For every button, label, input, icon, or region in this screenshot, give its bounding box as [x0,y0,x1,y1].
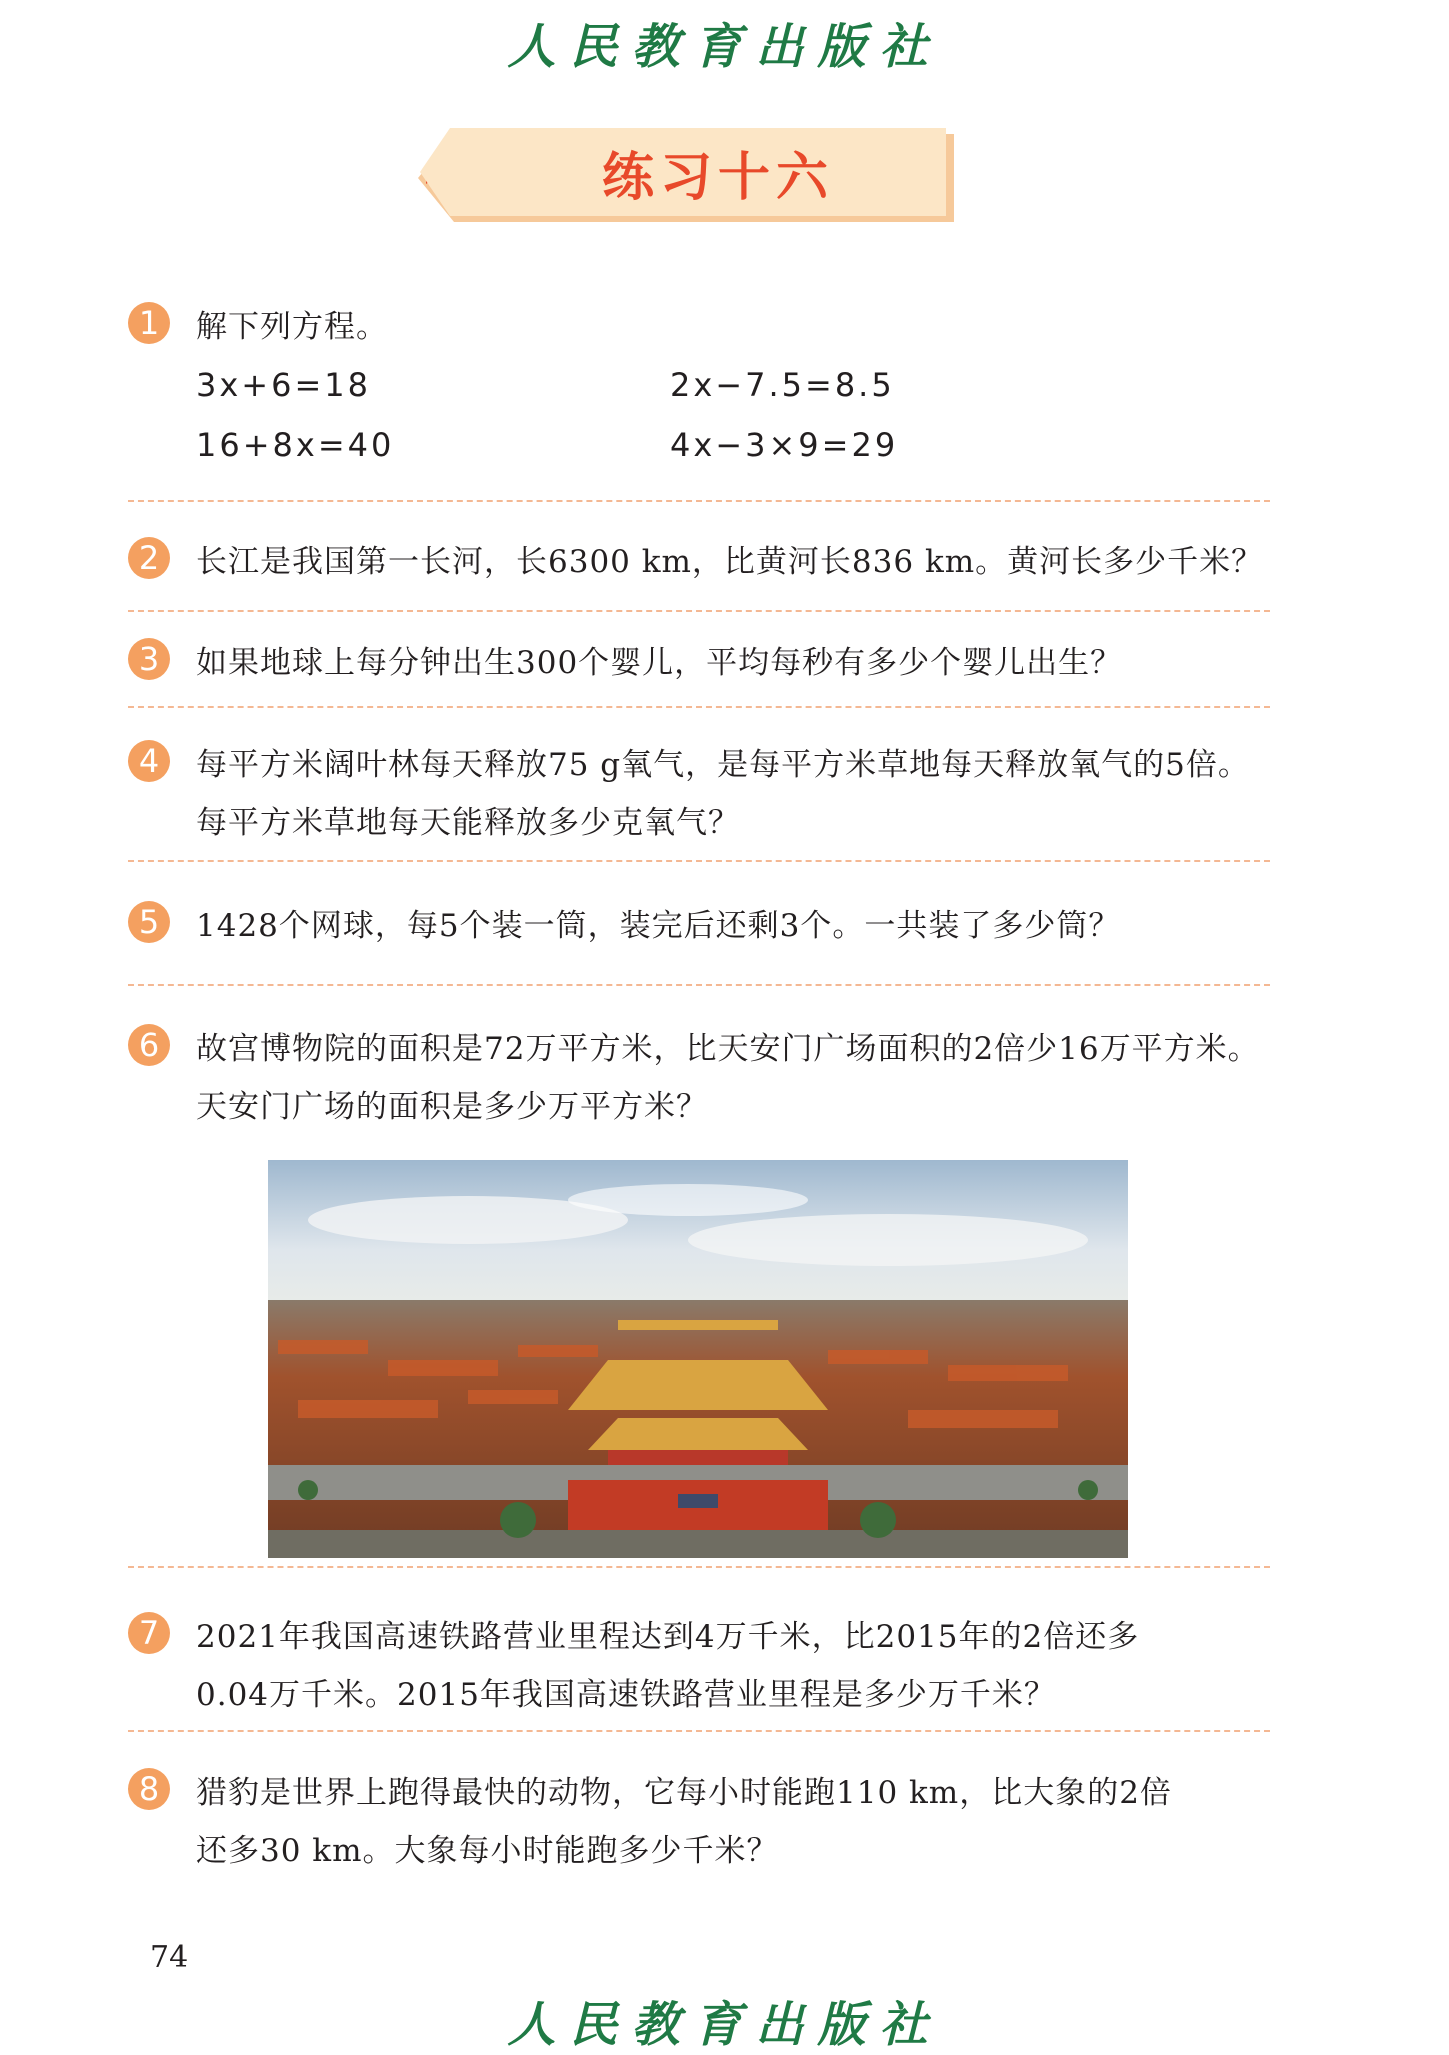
problem-text-line: 还多30 km。大象每小时能跑多少千米？ [196,1833,779,1869]
problem-text [196,736,1336,852]
problem-number-badge: 8 [128,1768,170,1810]
problem-text-line: 0.04万千米。2015年我国高速铁路营业里程是多少万千米？ [196,1677,1056,1713]
problem-number-badge: 6 [128,1024,170,1066]
problem-text [196,1608,1336,1724]
page-number: 74 [150,1940,189,1975]
dashed-divider [128,1566,1270,1568]
problem-text: 1428个网球，每5个装一筒，装完后还剩3个。一共装了多少筒？ [196,908,1121,944]
problem-number-badge: 5 [128,901,170,943]
forbidden-city-photo [268,1160,1128,1558]
problem-text-line: 每平方米草地每天能释放多少克氧气？ [196,805,740,841]
problem-text: 长江是我国第一长河，长6300 km，比黄河长836 km。黄河长多少千米？ [196,544,1264,580]
problem-number-badge: 1 [128,302,170,344]
problem-text: 解下列方程。 [196,309,388,345]
problem-text-line: 猎豹是世界上跑得最快的动物，它每小时能跑110 km，比大象的2倍 [196,1775,1172,1811]
equation: 4x−3×9=29 [670,426,899,464]
problem-text-line: 2021年我国高速铁路营业里程达到4万千米，比2015年的2倍还多 [196,1619,1140,1655]
problem-text [196,1764,1336,1880]
problem-text: 如果地球上每分钟出生300个婴儿，平均每秒有多少个婴儿出生？ [196,645,1123,681]
problem-number-badge: 3 [128,638,170,680]
problem-number-badge: 4 [128,740,170,782]
dashed-divider [128,610,1270,612]
dashed-divider [128,706,1270,708]
problem-text-line: 天安门广场的面积是多少万平方米？ [196,1089,708,1125]
equation: 16+8x=40 [196,426,395,464]
problem-text-line: 每平方米阔叶林每天释放75 g氧气，是每平方米草地每天释放氧气的5倍。 [196,747,1250,783]
problem-text-line: 故宫博物院的面积是72万平方米，比天安门广场面积的2倍少16万平方米。 [196,1031,1260,1067]
publisher-logo-bottom: 人民教育出版社 [507,1997,942,2053]
title-banner [418,128,956,224]
dashed-divider [128,860,1270,862]
problem-number-badge: 2 [128,537,170,579]
problem-number-badge: 7 [128,1612,170,1654]
problem-text [196,1020,1336,1136]
page-title: 练习十六 [601,147,834,208]
dashed-divider [128,984,1270,986]
dashed-divider [128,1730,1270,1732]
dashed-divider [128,500,1270,502]
equation: 2x−7.5=8.5 [670,366,895,404]
publisher-logo-top: 人民教育出版社 [507,19,942,75]
equation: 3x+6=18 [196,366,371,404]
